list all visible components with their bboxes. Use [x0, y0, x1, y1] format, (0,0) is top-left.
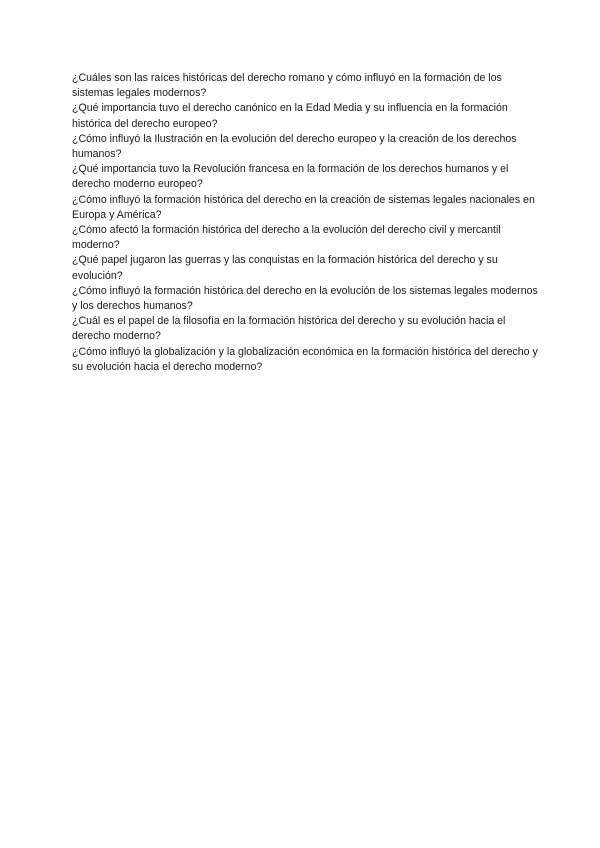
- question-item: ¿Qué papel jugaron las guerras y las conquistas en la formación histórica del derecho y su evolución?: [72, 254, 498, 282]
- question-item: ¿Cómo influyó la globalización y la globalización económica en la formación histórica del derecho y su evolución hacia el derecho moderno?: [72, 345, 538, 373]
- question-item: ¿Cuál es el papel de la filosofía en la formación histórica del derecho y su evolución hacia el derecho moderno?: [72, 315, 506, 343]
- question-item: ¿Cómo influyó la formación histórica del derecho en la evolución de los sistemas legales modernos y los derechos humanos?: [72, 284, 538, 313]
- question-item: ¿Cómo afectó la formación histórica del derecho a la evolución del derecho civil y mercantil moderno?: [72, 224, 501, 252]
- question-item: ¿Qué importancia tuvo el derecho canónico en la Edad Media y su influencia en la formación histórica del derecho europeo?: [72, 102, 508, 130]
- question-item: ¿Cómo influyó la Ilustración en la evolución del derecho europeo y la creación de los derechos humanos?: [72, 132, 517, 161]
- question-item: ¿Cuáles son las raíces históricas del derecho romano y cómo influyó en la formación de los sistemas legales modernos?: [72, 72, 502, 100]
- question-item: ¿Qué importancia tuvo la Revolución francesa en la formación de los derechos humanos y el derecho moderno europeo?: [72, 163, 509, 191]
- question-item: ¿Cómo influyó la formación histórica del derecho en la creación de sistemas legales nacionales en Europa y América?: [72, 193, 535, 221]
- question-list: [72, 71, 542, 375]
